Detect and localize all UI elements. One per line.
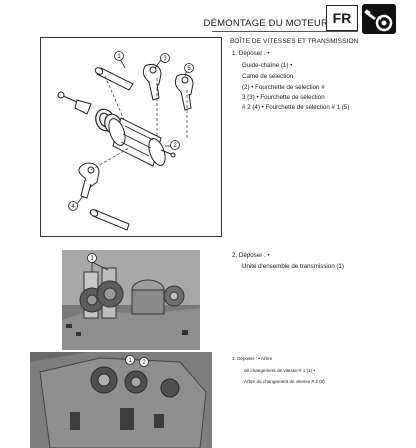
callout-4-label: 4 [71,204,75,210]
shift-fork-3 [143,64,161,100]
transmission-photo [62,250,200,350]
callout-1-label: 1 [117,54,121,60]
photo2-callout-1-label: 1 [90,256,94,262]
step2-heading: 2. Déposer : • [232,252,270,259]
step1-item: 3 (3) • Fourchette de sélection [242,94,325,101]
step1-item: (2) • Fourchette de sélection # [242,84,325,91]
step3-line: Arbre de changement de vitesse # 2 (2) [244,379,325,384]
shift-fork-5 [175,74,193,110]
step3-line: de changement de vitesse # 1 (1) • [244,368,316,373]
header-divider [212,31,358,32]
callout-5-label: 5 [187,66,191,72]
step1-item: # 2 (4) • Fourchette de sélection # 1 (5) [242,104,350,111]
chain-guide [75,100,91,114]
crankcase-photo [30,352,212,448]
step3-heading: 3. Déposer : • Arbre [232,356,273,361]
exploded-diagram [40,37,222,237]
shift-drum [106,116,175,167]
shift-fork-shaft [94,66,133,90]
engine-disassembly-icon [362,4,396,34]
step1-heading: 1. Déposer : • [232,50,270,57]
guide-screw [58,92,77,102]
language-badge: FR [326,5,358,31]
step2-item: Unité d'ensemble de transmission (1) [242,263,344,270]
shift-fork-4 [79,163,99,198]
step1-item: Came de sélection [242,73,294,80]
section-title: BOÎTE DE VITESSES ET TRANSMISSION [230,38,359,45]
callout-2-label: 2 [173,143,177,149]
step1-item: Guide-chaîne (1) • [242,62,293,69]
lower-shaft [89,208,129,230]
photo3-callout-2-label: 2 [142,360,146,366]
page-title: DÉMONTAGE DU MOTEUR [203,18,328,29]
photo3-callout-1-label: 1 [128,358,132,364]
callout-3-label: 3 [163,56,167,62]
